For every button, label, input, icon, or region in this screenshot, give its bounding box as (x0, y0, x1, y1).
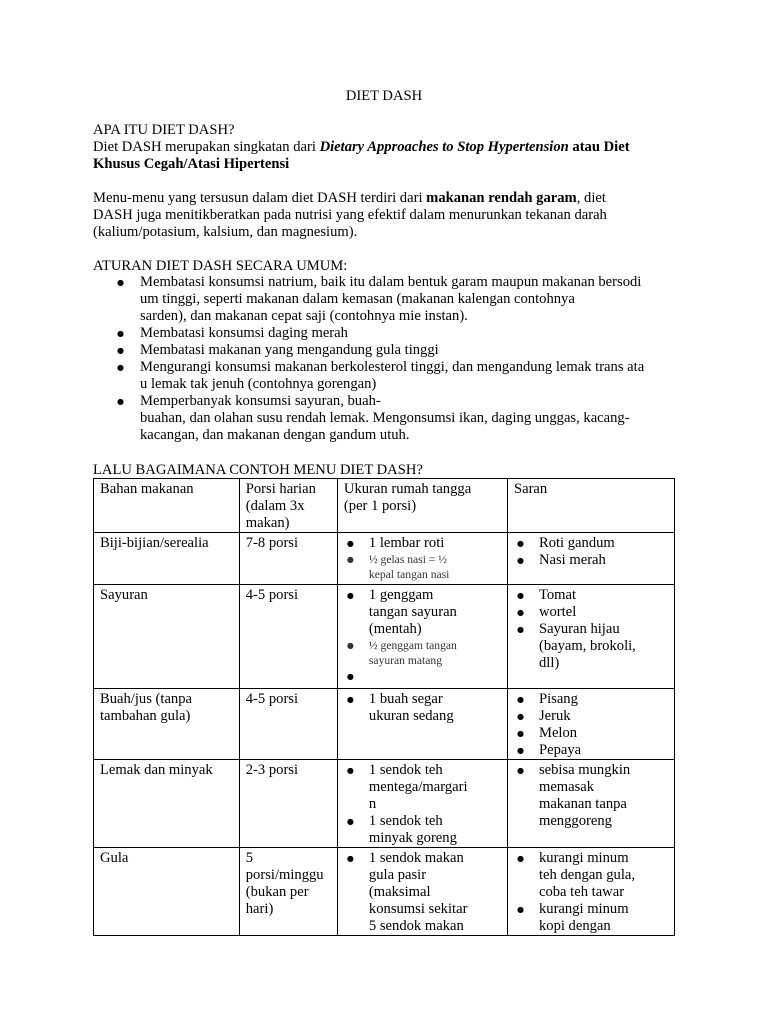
suggestion-item (514, 552, 668, 569)
size-text-line: 1 sendok teh (368, 762, 443, 778)
suggestion-text-line: dll) (538, 655, 560, 671)
size-text-line: ukuran sedang (368, 708, 454, 724)
suggestion-cell (507, 689, 674, 760)
rule-text-line: sarden), dan makanan cepat saji (contohnya mie instan). (140, 308, 468, 324)
household-size-cell (337, 760, 507, 848)
suggestion-cell (507, 848, 674, 936)
size-text-line: 1 sendok makan (368, 850, 464, 866)
table-row (94, 760, 675, 848)
size-text-line: (mentah) (368, 621, 422, 637)
size-item (344, 668, 501, 685)
portion-cell (239, 848, 337, 936)
suggestion-text-line: makanan tanpa (538, 796, 627, 812)
para2-text-end: , diet (576, 190, 606, 206)
suggestion-text-line: kurangi minum (538, 901, 629, 917)
suggestion-text-line: menggoreng (538, 813, 612, 829)
suggestion-item (514, 587, 668, 604)
size-text-line: kepal tangan nasi (368, 568, 450, 581)
suggestion-list (514, 762, 668, 830)
size-text-line: (maksimal (368, 884, 431, 900)
household-size-cell (337, 848, 507, 936)
size-text-line: n (368, 796, 377, 812)
table-row (94, 689, 675, 760)
rule-text-line: Membatasi makanan yang mengandung gula tinggi (140, 342, 439, 358)
size-text-line: konsumsi sekitar (368, 901, 468, 917)
portion-text-line: porsi/minggu (245, 867, 324, 883)
suggestion-item (514, 708, 668, 725)
size-text-line: ½ gelas nasi = ½ (368, 553, 447, 566)
suggestion-text-line: kurangi minum (538, 850, 629, 866)
rule-text-line: buahan, dan olahan susu rendah lemak. Mengonsumsi ikan, daging unggas, kacang- (140, 410, 630, 426)
para2-line-3: (kalium/potasium, kalsium, dan magnesium). (93, 224, 358, 240)
table-header-cell (239, 479, 337, 533)
household-size-list (344, 535, 501, 582)
suggestion-text-line: Sayuran hijau (538, 621, 620, 637)
suggestion-text-line: coba teh tawar (538, 884, 625, 900)
table-header-cell (337, 479, 507, 533)
rule-text-line: kacangan, dan makanan dengan gandum utuh. (140, 427, 410, 443)
size-item (344, 813, 501, 847)
intro-bold-text: atau Diet (568, 139, 630, 155)
size-text-line: 1 genggam (368, 587, 434, 603)
household-size-cell (337, 689, 507, 760)
suggestion-item (514, 621, 668, 672)
suggestion-item (514, 850, 668, 901)
rule-item (115, 342, 675, 359)
header-text-line: Bahan makanan (100, 481, 194, 497)
suggestion-list (514, 535, 668, 569)
size-text-line: gula pasir (368, 867, 427, 883)
size-item (344, 691, 501, 725)
header-text-line: (dalam 3x (245, 498, 305, 514)
rule-item (115, 274, 675, 325)
food-text-line: Sayuran (100, 587, 148, 603)
portion-text-line: 4-5 porsi (245, 691, 299, 707)
suggestion-text-line: (bayam, brokoli, (538, 638, 636, 654)
size-text-line: 1 lembar roti (368, 535, 445, 551)
size-text-line: tangan sayuran (368, 604, 457, 620)
section-heading-menu: LALU BAGAIMANA CONTOH MENU DIET DASH? (93, 462, 423, 478)
suggestion-item (514, 691, 668, 708)
food-cell (94, 760, 240, 848)
header-text-line: Porsi harian (245, 481, 316, 497)
portion-text-line: 2-3 porsi (245, 762, 299, 778)
rule-item (115, 393, 675, 444)
suggestion-text-line: Tomat (538, 587, 577, 603)
portion-cell (239, 760, 337, 848)
table-row (94, 533, 675, 585)
suggestion-cell (507, 585, 674, 689)
para2-bold-term: makanan rendah garam (426, 190, 577, 206)
para2-line-1 (93, 190, 606, 207)
household-size-cell (337, 585, 507, 689)
size-item (344, 535, 501, 552)
suggestion-item (514, 762, 668, 830)
portion-cell (239, 533, 337, 585)
food-text-line: tambahan gula) (100, 708, 191, 724)
suggestion-text-line: Roti gandum (538, 535, 615, 551)
table-header-cell (507, 479, 674, 533)
suggestion-list (514, 850, 668, 935)
suggestion-text-line: Melon (538, 725, 578, 741)
rule-item (115, 325, 675, 342)
table-row (94, 848, 675, 936)
size-text-line: sayuran matang (368, 654, 442, 667)
header-text-line: makan) (245, 515, 290, 531)
food-text-line: Lemak dan minyak (100, 762, 213, 778)
suggestion-item (514, 725, 668, 742)
rule-text-line: Memperbanyak konsumsi sayuran, buah- (140, 393, 381, 409)
size-item (344, 638, 501, 668)
suggestion-text-line: Pisang (538, 691, 578, 707)
size-text-line: ½ genggam tangan (368, 639, 457, 652)
size-item (344, 552, 501, 582)
suggestion-item (514, 535, 668, 552)
suggestion-text-line: Nasi merah (538, 552, 606, 568)
size-text-line: 1 sendok teh (368, 813, 443, 829)
table-header-row (94, 479, 675, 533)
food-cell (94, 585, 240, 689)
portion-text-line: 7-8 porsi (245, 535, 299, 551)
section-heading-rules: ATURAN DIET DASH SECARA UMUM: (93, 258, 348, 274)
intro-bold-continuation: Khusus Cegah/Atasi Hipertensi (93, 156, 290, 172)
rule-text-line: Mengurangi konsumsi makanan berkolesterol tinggi, dan mengandung lemak trans ata (140, 359, 645, 375)
food-text-line: Buah/jus (tanpa (100, 691, 193, 707)
rules-list (115, 274, 675, 444)
suggestion-cell (507, 760, 674, 848)
household-size-cell (337, 533, 507, 585)
menu-table (93, 478, 675, 936)
rule-text-line: um tinggi, seperti makanan dalam kemasan (makanan kalengan contohnya (140, 291, 575, 307)
food-cell (94, 689, 240, 760)
portion-text-line: 5 (245, 850, 254, 866)
suggestion-item (514, 901, 668, 935)
household-size-list (344, 691, 501, 725)
portion-text-line: (bukan per (245, 884, 309, 900)
table-row (94, 585, 675, 689)
rule-item (115, 359, 675, 393)
food-text-line: Biji-bijian/serealia (100, 535, 209, 551)
suggestion-text-line: memasak (538, 779, 595, 795)
suggestion-item (514, 604, 668, 621)
size-text-line: minyak goreng (368, 830, 457, 846)
suggestion-text-line: sebisa mungkin (538, 762, 631, 778)
para2-text: Menu-menu yang tersusun dalam diet DASH terdiri dari (93, 190, 427, 206)
food-cell (94, 533, 240, 585)
size-item (344, 850, 501, 935)
size-text-line: 5 sendok makan (368, 918, 464, 934)
portion-text-line: hari) (245, 901, 274, 917)
household-size-list (344, 587, 501, 685)
suggestion-cell (507, 533, 674, 585)
portion-text-line: 4-5 porsi (245, 587, 299, 603)
rule-text-line: Membatasi konsumsi natrium, baik itu dalam bentuk garam maupun makanan bersodi (140, 274, 642, 290)
suggestion-text-line: wortel (538, 604, 577, 620)
intro-italic-term: Dietary Approaches to Stop Hypertension (319, 139, 569, 155)
size-item (344, 587, 501, 638)
para2-line-2: DASH juga menitikberatkan pada nutrisi yang efektif dalam menurunkan tekanan darah (93, 207, 607, 223)
intro-text: Diet DASH merupakan singkatan dari (93, 139, 320, 155)
food-cell (94, 848, 240, 936)
table-header-cell (94, 479, 240, 533)
size-text-line: mentega/margari (368, 779, 468, 795)
size-item (344, 762, 501, 813)
header-text-line: Saran (513, 481, 548, 497)
page-title: DIET DASH (345, 88, 423, 104)
header-text-line: (per 1 porsi) (343, 498, 417, 514)
suggestion-list (514, 691, 668, 759)
portion-cell (239, 689, 337, 760)
header-text-line: Ukuran rumah tangga (343, 481, 472, 497)
household-size-list (344, 762, 501, 847)
section-heading-what-is: APA ITU DIET DASH? (93, 122, 235, 138)
food-text-line: Gula (100, 850, 129, 866)
intro-line-2 (93, 156, 289, 173)
suggestion-item (514, 742, 668, 759)
size-text-line: 1 buah segar (368, 691, 443, 707)
suggestion-text-line: Pepaya (538, 742, 582, 758)
household-size-list (344, 850, 501, 935)
suggestion-text-line: kopi dengan (538, 918, 611, 934)
rule-text-line: Membatasi konsumsi daging merah (140, 325, 348, 341)
rule-text-line: u lemak tak jenuh (contohnya gorengan) (140, 376, 377, 392)
suggestion-list (514, 587, 668, 672)
intro-line-1 (93, 139, 630, 156)
suggestion-text-line: teh dengan gula, (538, 867, 636, 883)
suggestion-text-line: Jeruk (538, 708, 571, 724)
portion-cell (239, 585, 337, 689)
